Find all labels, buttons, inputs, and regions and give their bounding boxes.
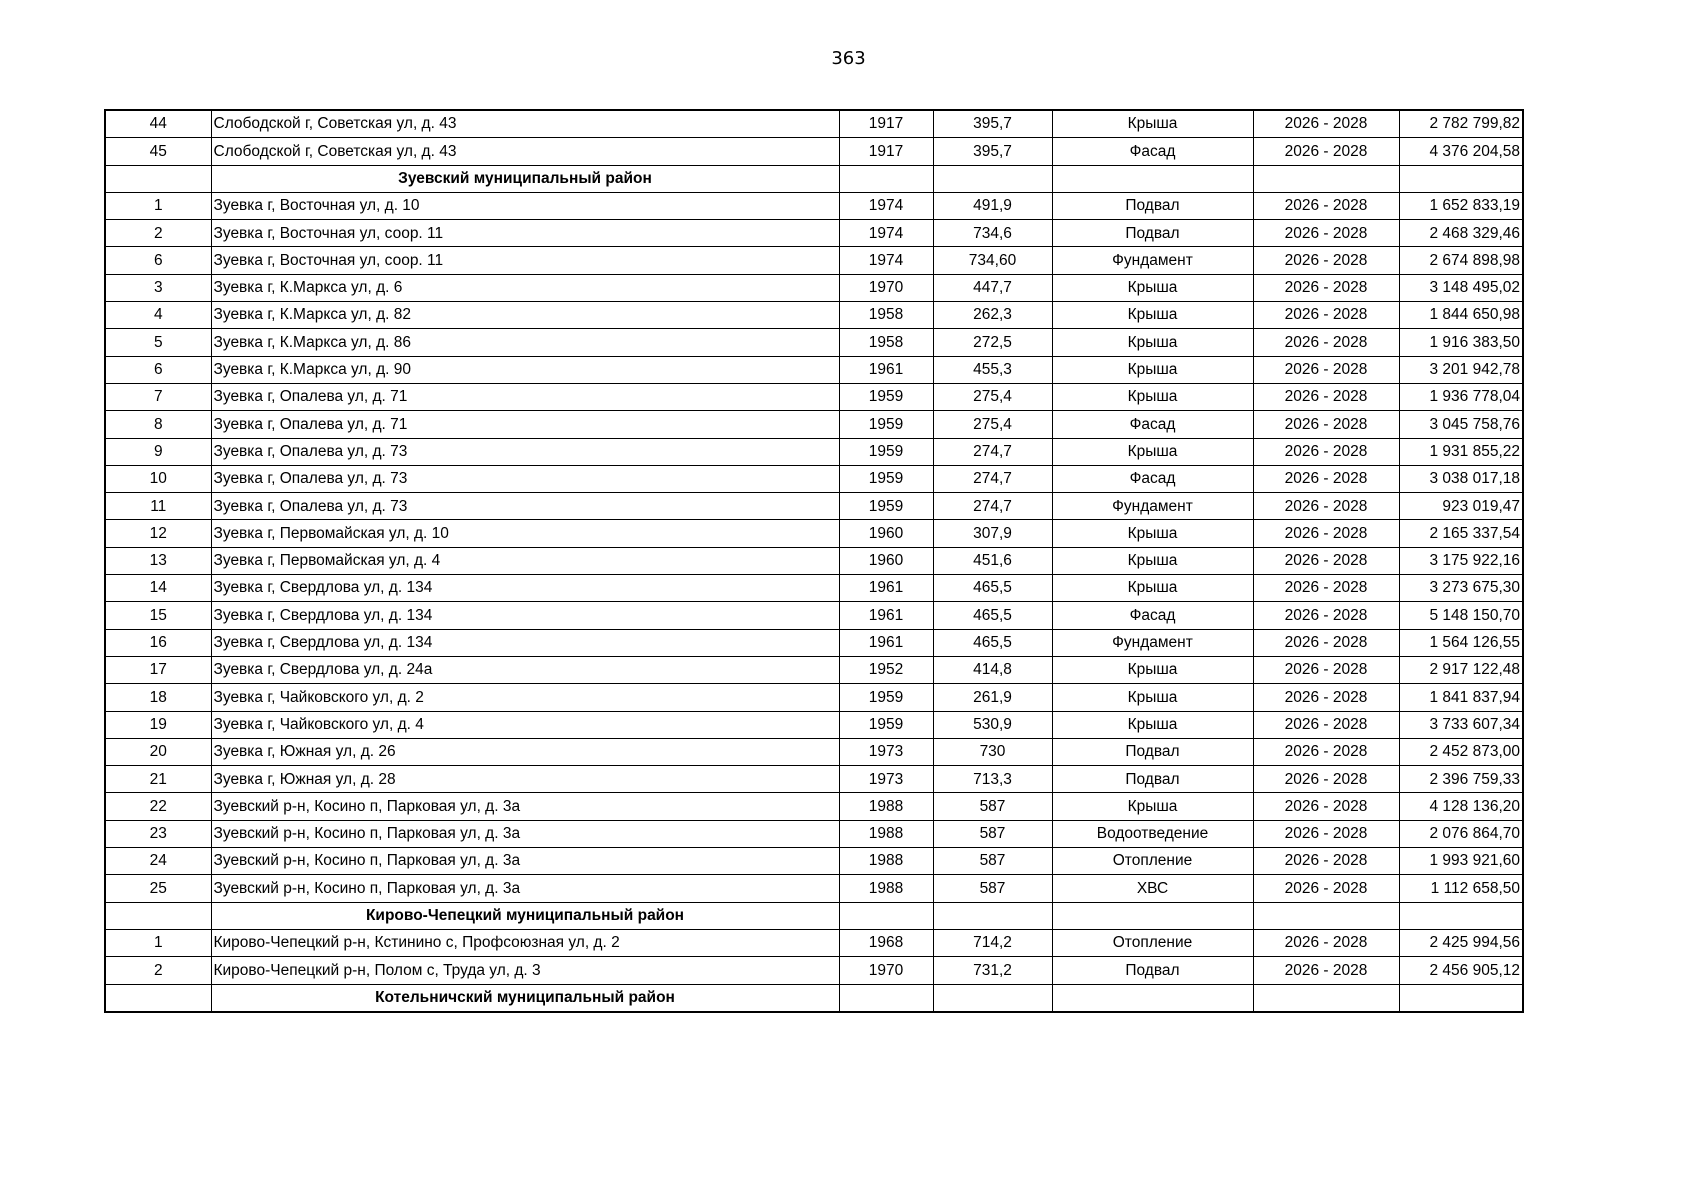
area-cell — [933, 984, 1052, 1012]
table-row — [105, 356, 1523, 383]
cost-cell: 4 128 136,20 — [1399, 793, 1523, 820]
district-title: Котельничский муниципальный район — [211, 984, 839, 1012]
work-type-cell: Крыша — [1052, 711, 1253, 738]
year-cell — [839, 165, 933, 192]
table-row — [105, 684, 1523, 711]
address-cell: Зуевка г, К.Маркса ул, д. 86 — [211, 329, 839, 356]
work-type-cell: Крыша — [1052, 302, 1253, 329]
address-cell: Зуевка г, Опалева ул, д. 73 — [211, 493, 839, 520]
row-number-cell — [105, 902, 211, 929]
row-number-cell: 20 — [105, 738, 211, 765]
work-type-cell: Крыша — [1052, 383, 1253, 410]
cost-cell: 2 782 799,82 — [1399, 110, 1523, 138]
year-cell: 1973 — [839, 738, 933, 765]
period-cell: 2026 - 2028 — [1253, 629, 1399, 656]
row-number-cell: 6 — [105, 356, 211, 383]
table-row — [105, 547, 1523, 574]
cost-cell: 3 733 607,34 — [1399, 711, 1523, 738]
table-row — [105, 738, 1523, 765]
row-number-cell: 16 — [105, 629, 211, 656]
row-number-cell: 44 — [105, 110, 211, 138]
address-cell: Слободской г, Советская ул, д. 43 — [211, 138, 839, 165]
cost-cell: 923 019,47 — [1399, 493, 1523, 520]
address-cell: Зуевка г, Чайковского ул, д. 4 — [211, 711, 839, 738]
year-cell: 1959 — [839, 383, 933, 410]
row-number-cell: 22 — [105, 793, 211, 820]
cost-cell: 1 936 778,04 — [1399, 383, 1523, 410]
cost-cell: 3 148 495,02 — [1399, 274, 1523, 301]
row-number-cell: 8 — [105, 411, 211, 438]
year-cell: 1960 — [839, 520, 933, 547]
period-cell: 2026 - 2028 — [1253, 575, 1399, 602]
year-cell: 1959 — [839, 493, 933, 520]
cost-cell: 2 076 864,70 — [1399, 820, 1523, 847]
address-cell: Зуевка г, Опалева ул, д. 73 — [211, 438, 839, 465]
table-row — [105, 110, 1523, 138]
period-cell: 2026 - 2028 — [1253, 711, 1399, 738]
cost-cell: 4 376 204,58 — [1399, 138, 1523, 165]
table-row — [105, 602, 1523, 629]
work-type-cell — [1052, 902, 1253, 929]
address-cell: Зуевка г, К.Маркса ул, д. 6 — [211, 274, 839, 301]
period-cell — [1253, 902, 1399, 929]
area-cell: 713,3 — [933, 766, 1052, 793]
row-number-cell: 15 — [105, 602, 211, 629]
work-type-cell: Фасад — [1052, 602, 1253, 629]
work-type-cell: ХВС — [1052, 875, 1253, 902]
district-header-row — [105, 165, 1523, 192]
cost-cell: 3 045 758,76 — [1399, 411, 1523, 438]
year-cell: 1988 — [839, 875, 933, 902]
area-cell: 447,7 — [933, 274, 1052, 301]
area-cell: 734,6 — [933, 220, 1052, 247]
period-cell — [1253, 984, 1399, 1012]
cost-cell — [1399, 165, 1523, 192]
row-number-cell: 1 — [105, 929, 211, 956]
year-cell: 1970 — [839, 957, 933, 984]
period-cell: 2026 - 2028 — [1253, 465, 1399, 492]
area-cell: 731,2 — [933, 957, 1052, 984]
address-cell: Зуевка г, Свердлова ул, д. 134 — [211, 629, 839, 656]
address-cell: Зуевский р-н, Косино п, Парковая ул, д. 3а — [211, 848, 839, 875]
table-row — [105, 329, 1523, 356]
work-type-cell: Фундамент — [1052, 247, 1253, 274]
year-cell: 1988 — [839, 820, 933, 847]
repair-register-table — [104, 109, 1524, 1013]
year-cell — [839, 902, 933, 929]
row-number-cell: 2 — [105, 957, 211, 984]
cost-cell: 3 273 675,30 — [1399, 575, 1523, 602]
area-cell: 274,7 — [933, 493, 1052, 520]
table-row — [105, 575, 1523, 602]
period-cell: 2026 - 2028 — [1253, 738, 1399, 765]
table-row — [105, 220, 1523, 247]
work-type-cell: Крыша — [1052, 793, 1253, 820]
address-cell: Зуевский р-н, Косино п, Парковая ул, д. 3а — [211, 875, 839, 902]
area-cell: 275,4 — [933, 411, 1052, 438]
address-cell: Зуевка г, Первомайская ул, д. 10 — [211, 520, 839, 547]
work-type-cell: Подвал — [1052, 220, 1253, 247]
work-type-cell: Крыша — [1052, 575, 1253, 602]
year-cell: 1961 — [839, 575, 933, 602]
year-cell: 1973 — [839, 766, 933, 793]
year-cell: 1988 — [839, 793, 933, 820]
period-cell: 2026 - 2028 — [1253, 383, 1399, 410]
work-type-cell: Отопление — [1052, 929, 1253, 956]
row-number-cell: 21 — [105, 766, 211, 793]
period-cell — [1253, 165, 1399, 192]
work-type-cell: Крыша — [1052, 356, 1253, 383]
cost-cell: 2 468 329,46 — [1399, 220, 1523, 247]
year-cell: 1974 — [839, 192, 933, 219]
row-number-cell: 18 — [105, 684, 211, 711]
year-cell: 1961 — [839, 602, 933, 629]
work-type-cell: Крыша — [1052, 520, 1253, 547]
table-row — [105, 465, 1523, 492]
work-type-cell: Подвал — [1052, 192, 1253, 219]
period-cell: 2026 - 2028 — [1253, 602, 1399, 629]
row-number-cell: 24 — [105, 848, 211, 875]
year-cell: 1952 — [839, 656, 933, 683]
area-cell: 274,7 — [933, 465, 1052, 492]
area-cell: 261,9 — [933, 684, 1052, 711]
period-cell: 2026 - 2028 — [1253, 192, 1399, 219]
area-cell — [933, 902, 1052, 929]
address-cell: Зуевка г, Южная ул, д. 28 — [211, 766, 839, 793]
district-title: Зуевский муниципальный район — [211, 165, 839, 192]
year-cell: 1961 — [839, 629, 933, 656]
address-cell: Зуевка г, Свердлова ул, д. 134 — [211, 602, 839, 629]
cost-cell: 2 396 759,33 — [1399, 766, 1523, 793]
cost-cell: 3 038 017,18 — [1399, 465, 1523, 492]
area-cell: 451,6 — [933, 547, 1052, 574]
row-number-cell: 3 — [105, 274, 211, 301]
table-row — [105, 820, 1523, 847]
cost-cell — [1399, 902, 1523, 929]
address-cell: Зуевка г, Восточная ул, соор. 11 — [211, 220, 839, 247]
row-number-cell: 10 — [105, 465, 211, 492]
cost-cell: 2 452 873,00 — [1399, 738, 1523, 765]
table-row — [105, 656, 1523, 683]
table-row — [105, 302, 1523, 329]
area-cell: 587 — [933, 875, 1052, 902]
district-header-row — [105, 902, 1523, 929]
cost-cell: 1 652 833,19 — [1399, 192, 1523, 219]
work-type-cell: Крыша — [1052, 274, 1253, 301]
address-cell: Кирово-Чепецкий р-н, Кстинино с, Профсоюзная ул, д. 2 — [211, 929, 839, 956]
year-cell: 1961 — [839, 356, 933, 383]
table-row — [105, 274, 1523, 301]
cost-cell: 1 112 658,50 — [1399, 875, 1523, 902]
row-number-cell: 4 — [105, 302, 211, 329]
district-title: Кирово-Чепецкий муниципальный район — [211, 902, 839, 929]
period-cell: 2026 - 2028 — [1253, 138, 1399, 165]
address-cell: Зуевка г, Свердлова ул, д. 24а — [211, 656, 839, 683]
address-cell: Зуевка г, К.Маркса ул, д. 90 — [211, 356, 839, 383]
year-cell: 1959 — [839, 438, 933, 465]
period-cell: 2026 - 2028 — [1253, 547, 1399, 574]
year-cell — [839, 984, 933, 1012]
area-cell: 734,60 — [933, 247, 1052, 274]
work-type-cell: Крыша — [1052, 329, 1253, 356]
table-row — [105, 793, 1523, 820]
area-cell: 714,2 — [933, 929, 1052, 956]
row-number-cell: 12 — [105, 520, 211, 547]
cost-cell: 1 916 383,50 — [1399, 329, 1523, 356]
table-row — [105, 493, 1523, 520]
cost-cell: 2 674 898,98 — [1399, 247, 1523, 274]
area-cell: 730 — [933, 738, 1052, 765]
work-type-cell: Подвал — [1052, 957, 1253, 984]
address-cell: Кирово-Чепецкий р-н, Полом с, Труда ул, д. 3 — [211, 957, 839, 984]
table-row — [105, 766, 1523, 793]
area-cell: 530,9 — [933, 711, 1052, 738]
row-number-cell: 25 — [105, 875, 211, 902]
work-type-cell: Крыша — [1052, 438, 1253, 465]
period-cell: 2026 - 2028 — [1253, 220, 1399, 247]
period-cell: 2026 - 2028 — [1253, 302, 1399, 329]
year-cell: 1974 — [839, 247, 933, 274]
year-cell: 1917 — [839, 110, 933, 138]
register-body — [105, 110, 1523, 1012]
area-cell: 275,4 — [933, 383, 1052, 410]
cost-cell: 3 201 942,78 — [1399, 356, 1523, 383]
area-cell: 307,9 — [933, 520, 1052, 547]
cost-cell: 3 175 922,16 — [1399, 547, 1523, 574]
work-type-cell — [1052, 165, 1253, 192]
address-cell: Зуевка г, Опалева ул, д. 71 — [211, 411, 839, 438]
table-row — [105, 383, 1523, 410]
address-cell: Зуевка г, Восточная ул, д. 10 — [211, 192, 839, 219]
period-cell: 2026 - 2028 — [1253, 793, 1399, 820]
cost-cell: 2 165 337,54 — [1399, 520, 1523, 547]
work-type-cell: Подвал — [1052, 766, 1253, 793]
area-cell: 587 — [933, 820, 1052, 847]
work-type-cell: Крыша — [1052, 684, 1253, 711]
period-cell: 2026 - 2028 — [1253, 820, 1399, 847]
row-number-cell: 14 — [105, 575, 211, 602]
cost-cell: 2 917 122,48 — [1399, 656, 1523, 683]
address-cell: Зуевский р-н, Косино п, Парковая ул, д. 3а — [211, 820, 839, 847]
cost-cell: 2 456 905,12 — [1399, 957, 1523, 984]
work-type-cell: Подвал — [1052, 738, 1253, 765]
area-cell — [933, 165, 1052, 192]
area-cell: 262,3 — [933, 302, 1052, 329]
work-type-cell: Водоотведение — [1052, 820, 1253, 847]
table-row — [105, 875, 1523, 902]
year-cell: 1988 — [839, 848, 933, 875]
row-number-cell — [105, 984, 211, 1012]
table-row — [105, 711, 1523, 738]
row-number-cell: 23 — [105, 820, 211, 847]
period-cell: 2026 - 2028 — [1253, 929, 1399, 956]
table-row — [105, 247, 1523, 274]
table-row — [105, 520, 1523, 547]
cost-cell — [1399, 984, 1523, 1012]
cost-cell: 5 148 150,70 — [1399, 602, 1523, 629]
address-cell: Зуевка г, Опалева ул, д. 71 — [211, 383, 839, 410]
cost-cell: 1 931 855,22 — [1399, 438, 1523, 465]
address-cell: Зуевка г, К.Маркса ул, д. 82 — [211, 302, 839, 329]
area-cell: 455,3 — [933, 356, 1052, 383]
row-number-cell: 6 — [105, 247, 211, 274]
address-cell: Зуевка г, Первомайская ул, д. 4 — [211, 547, 839, 574]
row-number-cell: 17 — [105, 656, 211, 683]
work-type-cell: Фундамент — [1052, 629, 1253, 656]
work-type-cell: Фасад — [1052, 138, 1253, 165]
row-number-cell: 45 — [105, 138, 211, 165]
period-cell: 2026 - 2028 — [1253, 356, 1399, 383]
year-cell: 1970 — [839, 274, 933, 301]
table-row — [105, 629, 1523, 656]
period-cell: 2026 - 2028 — [1253, 656, 1399, 683]
period-cell: 2026 - 2028 — [1253, 520, 1399, 547]
table-row — [105, 138, 1523, 165]
year-cell: 1959 — [839, 711, 933, 738]
row-number-cell: 9 — [105, 438, 211, 465]
area-cell: 587 — [933, 848, 1052, 875]
address-cell: Зуевка г, Южная ул, д. 26 — [211, 738, 839, 765]
period-cell: 2026 - 2028 — [1253, 110, 1399, 138]
row-number-cell: 5 — [105, 329, 211, 356]
area-cell: 272,5 — [933, 329, 1052, 356]
address-cell: Зуевка г, Свердлова ул, д. 134 — [211, 575, 839, 602]
year-cell: 1959 — [839, 411, 933, 438]
period-cell: 2026 - 2028 — [1253, 766, 1399, 793]
period-cell: 2026 - 2028 — [1253, 329, 1399, 356]
year-cell: 1959 — [839, 465, 933, 492]
year-cell: 1917 — [839, 138, 933, 165]
table-row — [105, 957, 1523, 984]
area-cell: 414,8 — [933, 656, 1052, 683]
area-cell: 465,5 — [933, 575, 1052, 602]
period-cell: 2026 - 2028 — [1253, 848, 1399, 875]
year-cell: 1960 — [839, 547, 933, 574]
area-cell: 465,5 — [933, 602, 1052, 629]
cost-cell: 1 564 126,55 — [1399, 629, 1523, 656]
work-type-cell: Фундамент — [1052, 493, 1253, 520]
area-cell: 491,9 — [933, 192, 1052, 219]
row-number-cell: 19 — [105, 711, 211, 738]
period-cell: 2026 - 2028 — [1253, 247, 1399, 274]
period-cell: 2026 - 2028 — [1253, 274, 1399, 301]
year-cell: 1974 — [839, 220, 933, 247]
cost-cell: 1 844 650,98 — [1399, 302, 1523, 329]
address-cell: Зуевка г, Чайковского ул, д. 2 — [211, 684, 839, 711]
address-cell: Зуевский р-н, Косино п, Парковая ул, д. 3а — [211, 793, 839, 820]
page-number: 363 — [831, 48, 866, 69]
cost-cell: 1 993 921,60 — [1399, 848, 1523, 875]
year-cell: 1968 — [839, 929, 933, 956]
area-cell: 274,7 — [933, 438, 1052, 465]
cost-cell: 1 841 837,94 — [1399, 684, 1523, 711]
area-cell: 465,5 — [933, 629, 1052, 656]
row-number-cell: 2 — [105, 220, 211, 247]
year-cell: 1958 — [839, 302, 933, 329]
period-cell: 2026 - 2028 — [1253, 438, 1399, 465]
table-row — [105, 411, 1523, 438]
work-type-cell — [1052, 984, 1253, 1012]
period-cell: 2026 - 2028 — [1253, 957, 1399, 984]
row-number-cell: 1 — [105, 192, 211, 219]
row-number-cell: 7 — [105, 383, 211, 410]
row-number-cell — [105, 165, 211, 192]
table-row — [105, 929, 1523, 956]
period-cell: 2026 - 2028 — [1253, 411, 1399, 438]
district-header-row — [105, 984, 1523, 1012]
year-cell: 1959 — [839, 684, 933, 711]
area-cell: 395,7 — [933, 110, 1052, 138]
year-cell: 1958 — [839, 329, 933, 356]
address-cell: Зуевка г, Восточная ул, соор. 11 — [211, 247, 839, 274]
work-type-cell: Крыша — [1052, 110, 1253, 138]
table-row — [105, 438, 1523, 465]
table-row — [105, 848, 1523, 875]
period-cell: 2026 - 2028 — [1253, 493, 1399, 520]
work-type-cell: Фасад — [1052, 411, 1253, 438]
period-cell: 2026 - 2028 — [1253, 684, 1399, 711]
period-cell: 2026 - 2028 — [1253, 875, 1399, 902]
area-cell: 587 — [933, 793, 1052, 820]
work-type-cell: Крыша — [1052, 547, 1253, 574]
area-cell: 395,7 — [933, 138, 1052, 165]
row-number-cell: 13 — [105, 547, 211, 574]
row-number-cell: 11 — [105, 493, 211, 520]
work-type-cell: Фасад — [1052, 465, 1253, 492]
cost-cell: 2 425 994,56 — [1399, 929, 1523, 956]
address-cell: Зуевка г, Опалева ул, д. 73 — [211, 465, 839, 492]
work-type-cell: Отопление — [1052, 848, 1253, 875]
work-type-cell: Крыша — [1052, 656, 1253, 683]
table-row — [105, 192, 1523, 219]
address-cell: Слободской г, Советская ул, д. 43 — [211, 110, 839, 138]
